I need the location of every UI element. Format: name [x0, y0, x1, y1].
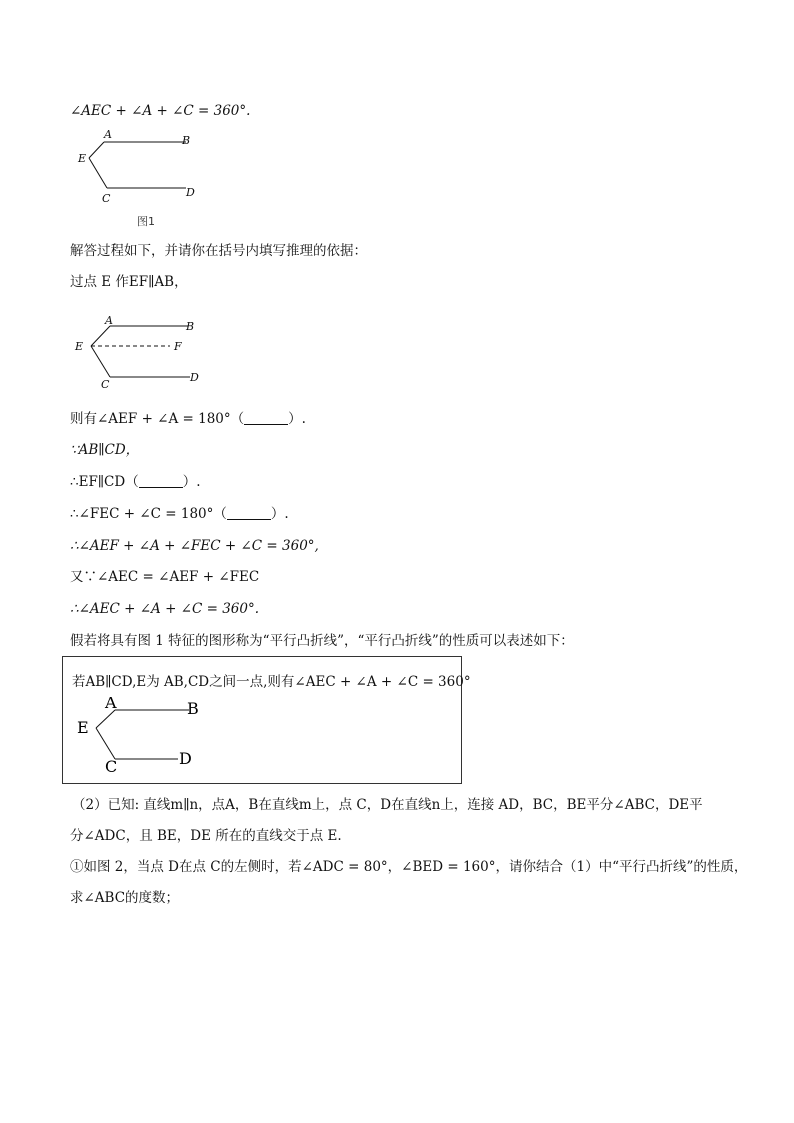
- step-7: ∴∠AEC + ∠A + ∠C = 360°.: [70, 601, 260, 617]
- segment-ec: [96, 728, 115, 759]
- figure-construction: [70, 314, 210, 390]
- segment-ae: [91, 326, 110, 346]
- label-a: A: [105, 314, 113, 327]
- property-text: 若AB∥CD,E为 AB,CD之间一点,则有∠AEC + ∠A + ∠C = 360°: [72, 674, 471, 690]
- segment-ae: [89, 142, 104, 158]
- step-5: ∴∠AEF + ∠A + ∠FEC + ∠C = 360°,: [70, 538, 319, 554]
- label-e: E: [77, 718, 89, 737]
- label-d: D: [186, 186, 195, 199]
- intro-text: 解答过程如下，并请你在括号内填写推理的依据：: [70, 243, 367, 259]
- part-2-line-b: 分∠ADC，且 BE，DE 所在的直线交于点 E.: [70, 828, 342, 844]
- label-c: C: [105, 757, 118, 776]
- label-b: B: [182, 134, 191, 147]
- step-1: 则有∠AEF + ∠A = 180°（ ）.: [70, 411, 306, 427]
- part-2-line-d: 求∠ABC的度数；: [70, 890, 180, 906]
- equation-top: ∠AEC + ∠A + ∠C = 360°.: [70, 103, 251, 119]
- label-f: F: [174, 340, 182, 353]
- step-6: 又∵∠AEC = ∠AEF + ∠FEC: [70, 569, 260, 585]
- label-b: B: [186, 320, 195, 333]
- figure-1: [74, 128, 204, 208]
- figure-1-caption: 图1: [137, 215, 155, 228]
- label-b: B: [187, 699, 199, 718]
- definition-text: 假若将具有图 1 特征的图形称为“平行凸折线”，“平行凸折线”的性质可以表述如下：: [70, 633, 574, 649]
- figure-property: [69, 697, 209, 779]
- segment-ec: [91, 346, 110, 377]
- label-d: D: [190, 371, 199, 384]
- label-c: C: [102, 192, 111, 205]
- construct-text: 过点 E 作EF∥AB，: [70, 274, 188, 290]
- label-a: A: [104, 128, 112, 141]
- label-e: E: [78, 152, 87, 165]
- property-box: [62, 656, 471, 784]
- label-c: C: [101, 378, 110, 390]
- label-a: A: [105, 697, 117, 712]
- part-2-line-c: ①如图 2，当点 D在点 C的左侧时，若∠ADC = 80°，∠BED = 160°，请你结合（1）中“平行凸折线”的性质，: [70, 859, 748, 875]
- label-e: E: [75, 340, 84, 353]
- answer-blank-2[interactable]: [139, 475, 183, 488]
- segment-ec: [89, 158, 107, 188]
- answer-blank-3[interactable]: [227, 507, 271, 520]
- step-2: ∵AB∥CD，: [70, 442, 140, 458]
- part-2-line-a: （2）已知: 直线m∥n，点A，B在直线m上，点 C，D在直线n上，连接 AD，BC，BE平分∠ABC，DE平: [72, 797, 703, 813]
- segment-ae: [96, 710, 115, 728]
- step-4: ∴∠FEC + ∠C = 180°（ ）.: [70, 506, 289, 522]
- label-d: D: [179, 749, 192, 768]
- answer-blank-1[interactable]: [244, 412, 288, 425]
- step-3: ∴EF∥CD（ ）.: [70, 474, 201, 490]
